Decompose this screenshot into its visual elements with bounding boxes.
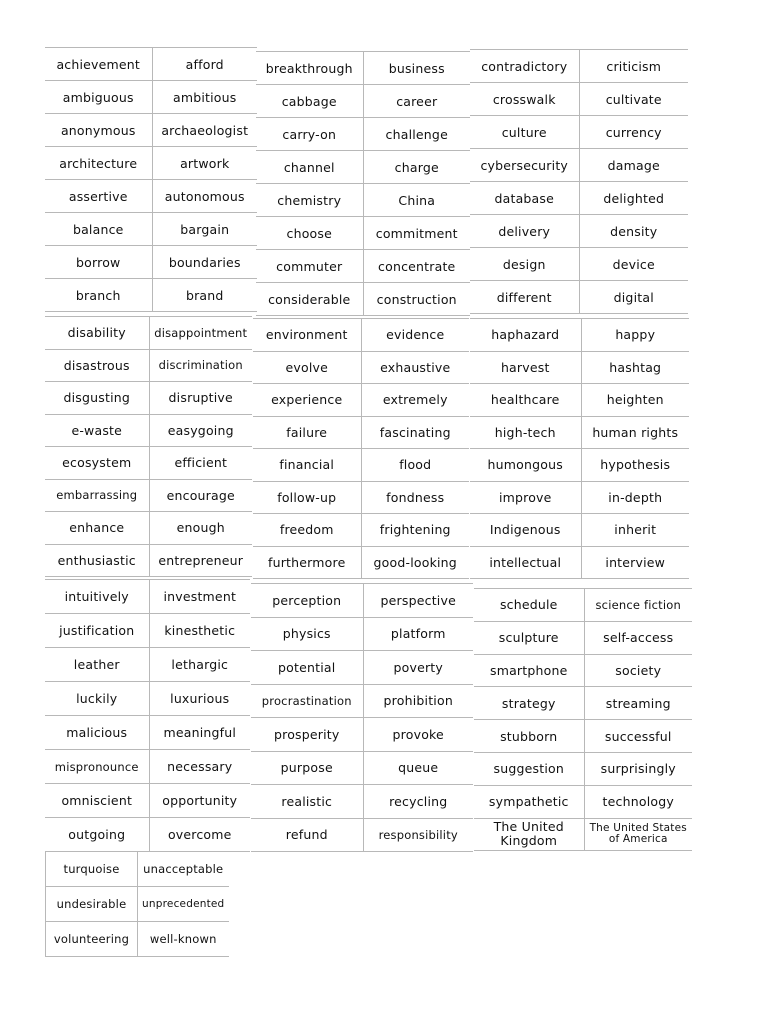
word-cell: sculpture xyxy=(474,621,584,654)
word-cell: prohibition xyxy=(363,684,473,718)
word-cell: potential xyxy=(251,651,363,685)
table-row xyxy=(470,182,688,215)
table-row xyxy=(45,317,252,350)
table-row xyxy=(45,818,250,852)
table-row xyxy=(253,546,469,579)
word-cell: intellectual xyxy=(470,546,581,579)
table-row xyxy=(45,544,252,577)
table-row xyxy=(256,250,470,283)
word-cell: extremely xyxy=(361,384,469,417)
word-cell: disability xyxy=(45,317,149,350)
word-cell: breakthrough xyxy=(256,52,363,85)
word-cell: ecosystem xyxy=(45,447,149,480)
table-row xyxy=(253,351,469,384)
table-row xyxy=(256,217,470,250)
word-cell: balance xyxy=(45,213,152,246)
table-row xyxy=(45,784,250,818)
word-cell: choose xyxy=(256,217,363,250)
word-cell: enthusiastic xyxy=(45,544,149,577)
table-row xyxy=(45,682,250,716)
table-row xyxy=(253,416,469,449)
table-row xyxy=(251,718,473,752)
word-cell: opportunity xyxy=(149,784,250,818)
word-cell: charge xyxy=(363,151,470,184)
table-row xyxy=(45,213,257,246)
table-row xyxy=(470,481,689,514)
word-cell: density xyxy=(579,215,688,248)
word-cell: carry-on xyxy=(256,118,363,151)
word-cell: chemistry xyxy=(256,184,363,217)
word-cell: environment xyxy=(253,319,361,352)
word-cell: channel xyxy=(256,151,363,184)
word-cell: ambitious xyxy=(152,81,257,114)
table-row xyxy=(253,449,469,482)
word-cell: realistic xyxy=(251,785,363,819)
word-cell: cabbage xyxy=(256,85,363,118)
word-cell: responsibility xyxy=(363,818,473,852)
table-row xyxy=(474,654,692,687)
word-cell: perception xyxy=(251,584,363,618)
table-row xyxy=(470,514,689,547)
word-cell: poverty xyxy=(363,651,473,685)
word-cell: procrastination xyxy=(251,684,363,718)
word-cell: surprisingly xyxy=(584,752,692,785)
word-cell: disappointment xyxy=(149,317,252,350)
word-cell: technology xyxy=(584,785,692,818)
word-table-block4-left xyxy=(45,851,229,957)
word-cell: smartphone xyxy=(474,654,584,687)
word-cell: humongous xyxy=(470,449,581,482)
table-row xyxy=(470,449,689,482)
word-cell: justification xyxy=(45,614,149,648)
table-row xyxy=(470,248,688,281)
word-cell: artwork xyxy=(152,147,257,180)
word-cell: science fiction xyxy=(584,589,692,622)
word-cell: in-depth xyxy=(581,481,689,514)
word-cell: design xyxy=(470,248,579,281)
word-cell: schedule xyxy=(474,589,584,622)
table-row xyxy=(253,481,469,514)
word-table-block1-left xyxy=(45,47,257,312)
word-cell: purpose xyxy=(251,751,363,785)
word-cell: boundaries xyxy=(152,246,257,279)
word-cell: overcome xyxy=(149,818,250,852)
word-cell: borrow xyxy=(45,246,152,279)
table-row xyxy=(253,514,469,547)
word-cell: device xyxy=(579,248,688,281)
table-row xyxy=(474,687,692,720)
word-cell: experience xyxy=(253,384,361,417)
word-cell: damage xyxy=(579,149,688,182)
word-cell: undesirable xyxy=(46,887,138,922)
table-row xyxy=(470,281,688,314)
word-table-block3-left xyxy=(45,579,250,852)
word-cell: omniscient xyxy=(45,784,149,818)
word-cell: turquoise xyxy=(46,852,138,887)
table-row xyxy=(251,617,473,651)
word-cell: database xyxy=(470,182,579,215)
word-cell: evolve xyxy=(253,351,361,384)
word-cell: challenge xyxy=(363,118,470,151)
table-row xyxy=(474,589,692,622)
word-cell: contradictory xyxy=(470,50,579,83)
word-cell: mispronounce xyxy=(45,750,149,784)
word-cell: unacceptable xyxy=(138,852,229,887)
word-cell: efficient xyxy=(149,447,252,480)
word-cell: autonomous xyxy=(152,180,257,213)
table-row xyxy=(45,716,250,750)
word-cell: disruptive xyxy=(149,382,252,415)
table-row xyxy=(46,887,229,922)
word-cell: perspective xyxy=(363,584,473,618)
table-row xyxy=(45,447,252,480)
word-cell: hypothesis xyxy=(581,449,689,482)
word-cell: refund xyxy=(251,818,363,852)
word-cell: failure xyxy=(253,416,361,449)
table-row xyxy=(45,614,250,648)
word-cell: fascinating xyxy=(361,416,469,449)
table-row xyxy=(251,751,473,785)
word-cell: meaningful xyxy=(149,716,250,750)
table-row xyxy=(470,546,689,579)
word-cell: embarrassing xyxy=(45,479,149,512)
word-cell: physics xyxy=(251,617,363,651)
table-row xyxy=(251,584,473,618)
word-cell: happy xyxy=(581,319,689,352)
word-cell: criticism xyxy=(579,50,688,83)
table-row xyxy=(474,752,692,785)
word-cell: afford xyxy=(152,48,257,81)
word-cell: inherit xyxy=(581,514,689,547)
word-cell: entrepreneur xyxy=(149,544,252,577)
table-row xyxy=(45,180,257,213)
word-cell: frightening xyxy=(361,514,469,547)
word-cell: fondness xyxy=(361,481,469,514)
table-row xyxy=(46,922,229,957)
word-cell: stubborn xyxy=(474,720,584,753)
table-row xyxy=(474,785,692,818)
table-row xyxy=(470,83,688,116)
word-cell: archaeologist xyxy=(152,114,257,147)
word-table-block2-right xyxy=(470,318,689,579)
word-cell: kinesthetic xyxy=(149,614,250,648)
word-cell: sympathetic xyxy=(474,785,584,818)
word-cell: queue xyxy=(363,751,473,785)
word-cell: disastrous xyxy=(45,349,149,382)
word-cell: commuter xyxy=(256,250,363,283)
word-cell: necessary xyxy=(149,750,250,784)
table-row xyxy=(470,149,688,182)
word-cell: leather xyxy=(45,648,149,682)
word-table-block3-right xyxy=(474,588,692,851)
word-cell: hashtag xyxy=(581,351,689,384)
word-cell: luxurious xyxy=(149,682,250,716)
word-cell: cultivate xyxy=(579,83,688,116)
word-cell: China xyxy=(363,184,470,217)
word-cell: currency xyxy=(579,116,688,149)
word-cell: strategy xyxy=(474,687,584,720)
word-cell: The United Kingdom xyxy=(474,818,584,851)
word-cell: high-tech xyxy=(470,416,581,449)
word-cell: human rights xyxy=(581,416,689,449)
table-row xyxy=(256,151,470,184)
table-row xyxy=(45,750,250,784)
table-row xyxy=(256,283,470,316)
word-cell: flood xyxy=(361,449,469,482)
table-row xyxy=(470,416,689,449)
table-row xyxy=(45,512,252,545)
table-row xyxy=(45,580,250,614)
table-row xyxy=(474,818,692,851)
word-cell: malicious xyxy=(45,716,149,750)
word-cell: brand xyxy=(152,279,257,312)
word-cell: luckily xyxy=(45,682,149,716)
word-cell: interview xyxy=(581,546,689,579)
word-cell: discrimination xyxy=(149,349,252,382)
table-row xyxy=(45,349,252,382)
word-cell: lethargic xyxy=(149,648,250,682)
word-cell: improve xyxy=(470,481,581,514)
word-cell: construction xyxy=(363,283,470,316)
table-row xyxy=(256,85,470,118)
table-row xyxy=(45,479,252,512)
word-cell: well-known xyxy=(138,922,229,957)
word-cell: The United States of America xyxy=(584,818,692,851)
word-cell: suggestion xyxy=(474,752,584,785)
table-row xyxy=(256,184,470,217)
table-row xyxy=(45,382,252,415)
word-cell: commitment xyxy=(363,217,470,250)
table-row xyxy=(253,319,469,352)
word-cell: culture xyxy=(470,116,579,149)
table-row xyxy=(256,118,470,151)
word-cell: platform xyxy=(363,617,473,651)
word-cell: evidence xyxy=(361,319,469,352)
word-cell: heighten xyxy=(581,384,689,417)
table-row xyxy=(470,116,688,149)
word-cell: society xyxy=(584,654,692,687)
word-table-block2-left xyxy=(45,316,252,577)
word-cell: anonymous xyxy=(45,114,152,147)
word-cell: volunteering xyxy=(46,922,138,957)
word-cell: intuitively xyxy=(45,580,149,614)
table-row xyxy=(45,114,257,147)
table-row xyxy=(470,215,688,248)
word-cell: business xyxy=(363,52,470,85)
table-row xyxy=(256,52,470,85)
word-cell: enhance xyxy=(45,512,149,545)
table-row xyxy=(45,414,252,447)
table-row xyxy=(251,818,473,852)
word-cell: concentrate xyxy=(363,250,470,283)
table-row xyxy=(470,50,688,83)
word-cell: assertive xyxy=(45,180,152,213)
word-cell: digital xyxy=(579,281,688,314)
table-row xyxy=(251,684,473,718)
word-table-block3-mid xyxy=(251,583,473,852)
table-row xyxy=(470,319,689,352)
table-row xyxy=(45,81,257,114)
word-cell: prosperity xyxy=(251,718,363,752)
word-cell: different xyxy=(470,281,579,314)
word-cell: Indigenous xyxy=(470,514,581,547)
word-cell: enough xyxy=(149,512,252,545)
word-cell: exhaustive xyxy=(361,351,469,384)
word-cell: good-looking xyxy=(361,546,469,579)
word-cell: recycling xyxy=(363,785,473,819)
word-cell: delighted xyxy=(579,182,688,215)
word-cell: follow-up xyxy=(253,481,361,514)
word-cell: harvest xyxy=(470,351,581,384)
word-table-block2-mid xyxy=(253,318,469,579)
table-row xyxy=(253,384,469,417)
word-cell: financial xyxy=(253,449,361,482)
table-row xyxy=(474,720,692,753)
table-row xyxy=(45,147,257,180)
table-row xyxy=(45,246,257,279)
word-cell: unprecedented xyxy=(138,887,229,922)
table-row xyxy=(251,785,473,819)
word-cell: successful xyxy=(584,720,692,753)
table-row xyxy=(45,648,250,682)
word-cell: crosswalk xyxy=(470,83,579,116)
word-cell: branch xyxy=(45,279,152,312)
table-row xyxy=(470,351,689,384)
word-cell: considerable xyxy=(256,283,363,316)
table-row xyxy=(46,852,229,887)
word-cell: encourage xyxy=(149,479,252,512)
word-cell: freedom xyxy=(253,514,361,547)
word-cell: streaming xyxy=(584,687,692,720)
table-row xyxy=(45,279,257,312)
word-cell: provoke xyxy=(363,718,473,752)
word-cell: healthcare xyxy=(470,384,581,417)
table-row xyxy=(470,384,689,417)
word-cell: haphazard xyxy=(470,319,581,352)
word-table-block1-right xyxy=(470,49,688,314)
word-cell: furthermore xyxy=(253,546,361,579)
word-table-block1-mid xyxy=(256,51,470,316)
word-cell: easygoing xyxy=(149,414,252,447)
word-cell: delivery xyxy=(470,215,579,248)
word-cell: career xyxy=(363,85,470,118)
word-cell: e-waste xyxy=(45,414,149,447)
word-cell: self-access xyxy=(584,621,692,654)
word-cell: outgoing xyxy=(45,818,149,852)
word-cell: cybersecurity xyxy=(470,149,579,182)
word-cell: bargain xyxy=(152,213,257,246)
word-cell: architecture xyxy=(45,147,152,180)
word-cell: disgusting xyxy=(45,382,149,415)
table-row xyxy=(45,48,257,81)
table-row xyxy=(251,651,473,685)
word-cell: achievement xyxy=(45,48,152,81)
table-row xyxy=(474,621,692,654)
word-cell: investment xyxy=(149,580,250,614)
word-cell: ambiguous xyxy=(45,81,152,114)
